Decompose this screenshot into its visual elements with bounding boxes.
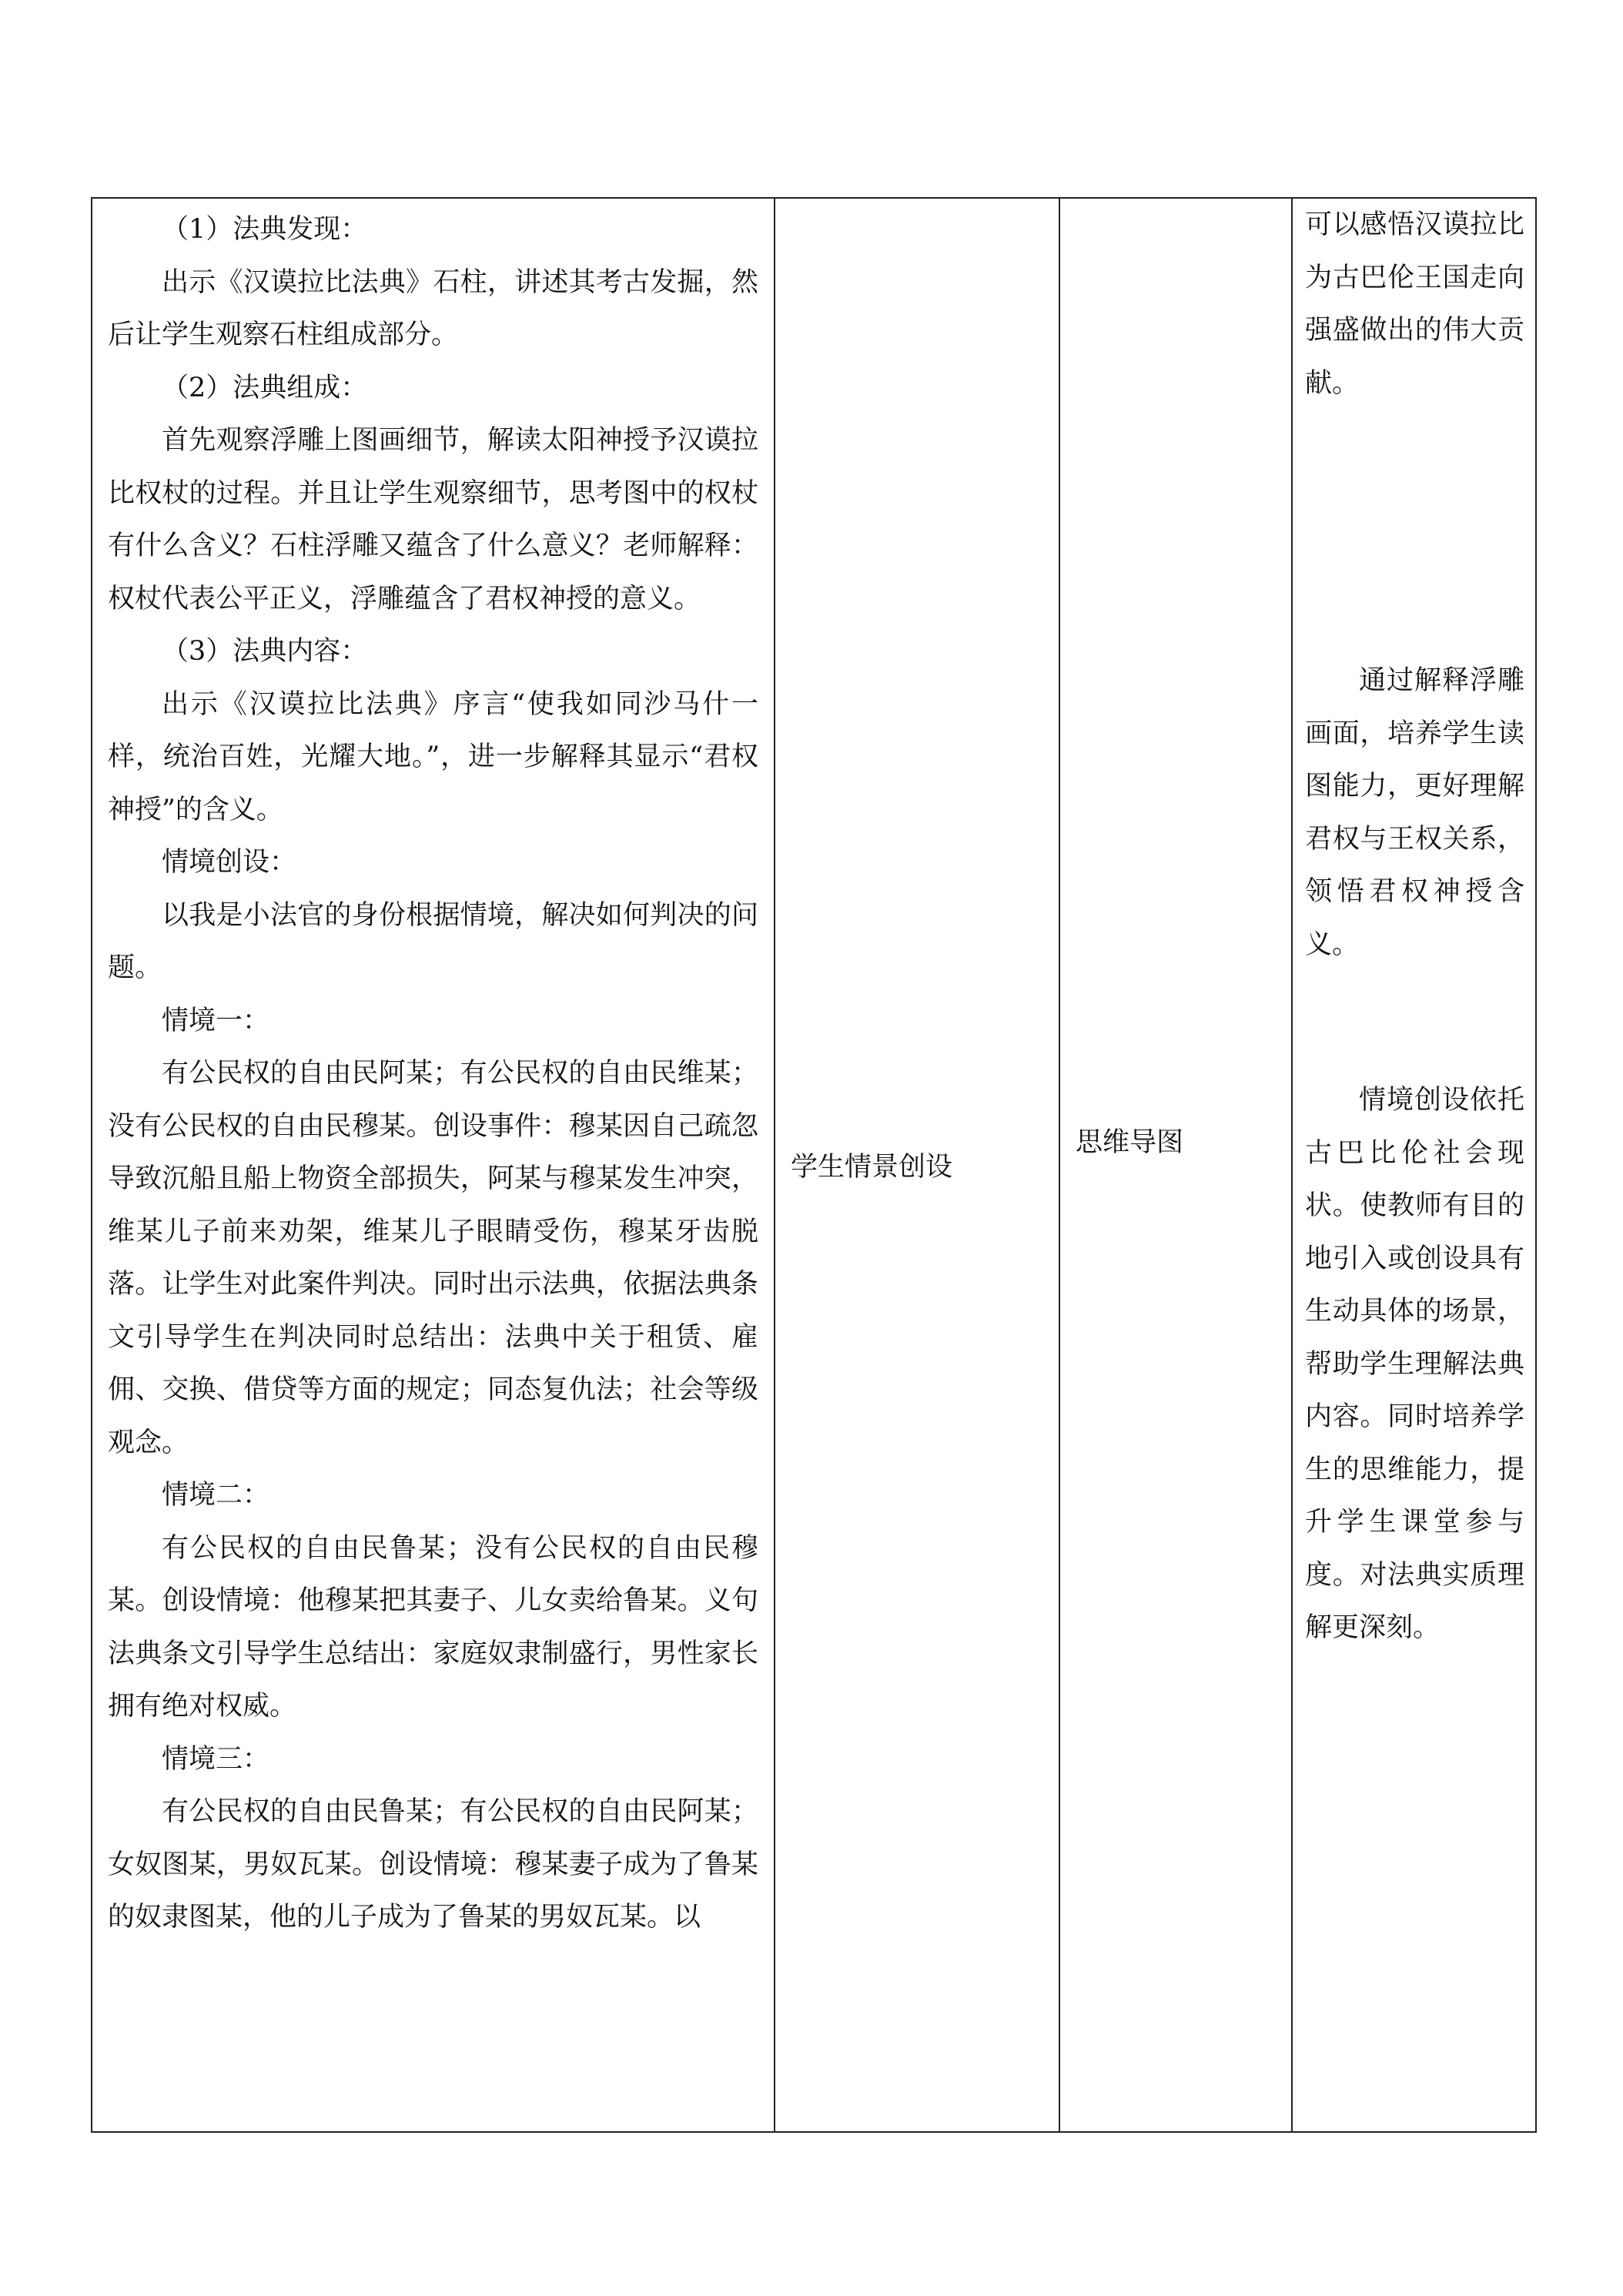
content-paragraph: 情境一：	[162, 1005, 270, 1036]
teaching-tool-text: 思维导图	[1076, 1127, 1184, 1158]
content-paragraph: 出示《汉谟拉比法典》石柱，讲述其考古发掘，然后让学生观察石柱组成部分。	[108, 266, 758, 350]
content-paragraph: 有公民权的自由民阿某；有公民权的自由民维某；没有公民权的自由民穆某。创设事件：穆某因自己疏忽导致沉船且船上物资全部损失，阿某与穆某发生冲突，维某儿子前来劝架，维某儿子眼睛受伤，穆某牙齿脱落。让学生对此案件判决。同时出示法典，依据法典条文引导学生在判决同时总结出：法典中关于租赁、雇佣、交换、借贷等方面的规定；同态复仇法；社会等级观念。	[108, 1058, 758, 1458]
table-row	[92, 198, 1536, 2132]
content-paragraph: （2）法典组成：	[162, 372, 368, 403]
content-paragraph: 以我是小法官的身份根据情境，解决如何判决的问题。	[108, 899, 758, 983]
teaching-tool-cell	[1059, 198, 1292, 2132]
content-paragraph: 首先观察浮雕上图画细节，解读太阳神授予汉谟拉比权杖的过程。并且让学生观察细节，思考图中的权杖有什么含义？石柱浮雕又蕴含了什么意义？老师解释：权杖代表公平正义，浮雕蕴含了君权神授的意义。	[108, 425, 758, 614]
design-intent-block-2: 通过解释浮雕画面，培养学生读图能力，更好理解君权与王权关系，领悟君权神授含义。	[1305, 665, 1524, 960]
content-paragraph: （1）法典发现：	[162, 214, 368, 245]
intent-spacer	[1305, 971, 1524, 1074]
content-paragraph: 情境创设：	[162, 847, 297, 878]
teaching-method-cell	[775, 198, 1059, 2132]
teaching-content-text	[92, 199, 774, 2131]
design-intent-text	[1293, 199, 1535, 2131]
content-paragraph: 有公民权的自由民鲁某；没有公民权的自由民穆某。创设情境：他穆某把其妻子、儿女卖给鲁某。义句法典条文引导学生总结出：家庭奴隶制盛行，男性家长拥有绝对权威。	[108, 1532, 758, 1722]
teaching-method-text: 学生情景创设	[791, 1152, 953, 1183]
design-intent-cell	[1292, 198, 1536, 2132]
teaching-content-cell	[92, 198, 775, 2132]
intent-spacer	[1305, 410, 1524, 654]
content-paragraph: 有公民权的自由民鲁某；有公民权的自由民阿某；女奴图某，男奴瓦某。创设情境：穆某妻子成为了鲁某的奴隶图某，他的儿子成为了鲁某的男奴瓦某。以	[108, 1796, 758, 1933]
teaching-tool-wrapper	[1060, 199, 1291, 2131]
lesson-plan-table	[91, 197, 1537, 2133]
design-intent-block-3: 情境创设依托古巴比伦社会现状。使教师有目的地引入或创设具有生动具体的场景，帮助学生理解法典内容。同时培养学生的思维能力，提升学生课堂参与度。对法典实质理解更深刻。	[1305, 1085, 1524, 1643]
teaching-method-wrapper	[775, 199, 1059, 2131]
content-paragraph: 情境三：	[162, 1743, 270, 1775]
design-intent-block-1: 可以感悟汉谟拉比为古巴伦王国走向强盛做出的伟大贡献。	[1305, 209, 1524, 399]
content-paragraph: 情境二：	[162, 1480, 270, 1511]
content-paragraph: （3）法典内容：	[162, 636, 368, 667]
content-paragraph: 出示《汉谟拉比法典》序言“使我如同沙马什一样，统治百姓，光耀大地。”，进一步解释其显示“君权神授”的含义。	[108, 688, 758, 825]
